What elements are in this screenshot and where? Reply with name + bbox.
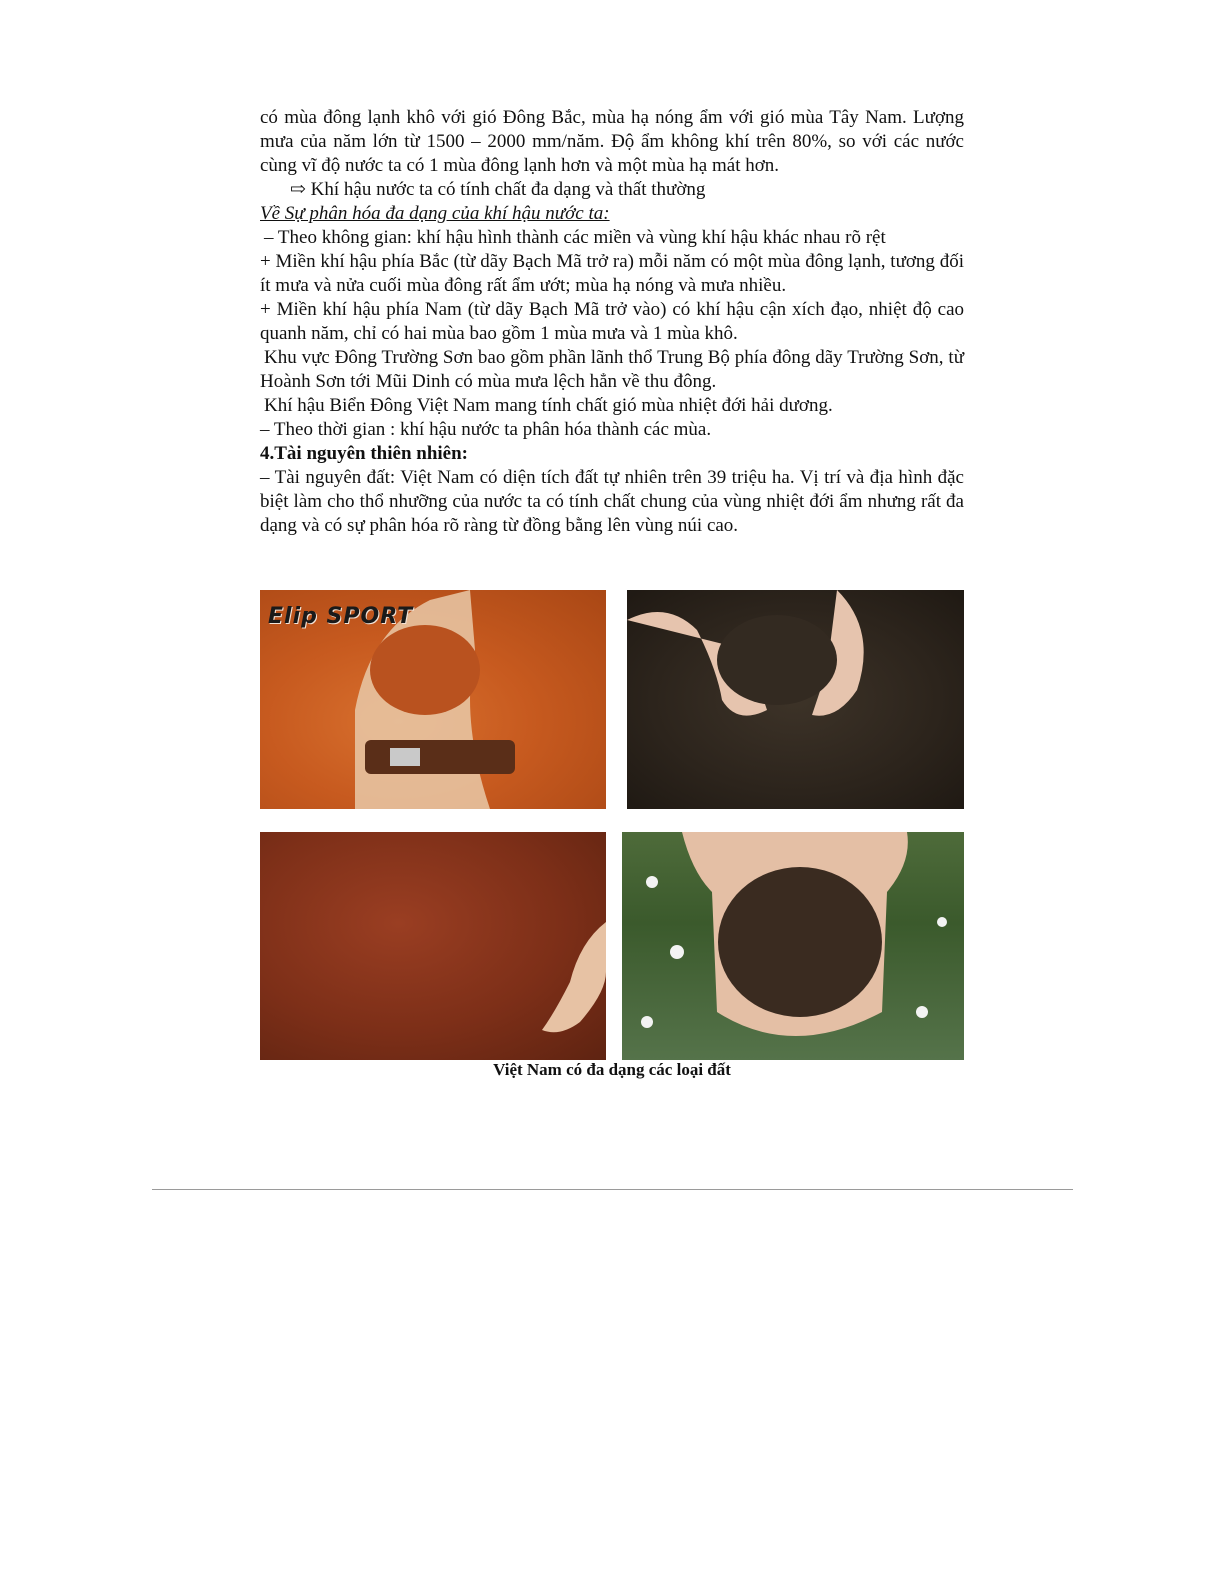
paragraph-climate-intro: có mùa đông lạnh khô với gió Đông Bắc, mùa hạ nóng ẩm với gió mùa Tây Nam. Lượng mưa của năm lớn từ 1500 – 2000 mm/năm. Độ ẩm không khí trên 80%, so với các nước cùng vĩ độ nước ta có 1 mùa đông lạnh hơn và một mùa hạ mát hơn. xyxy=(260,107,964,176)
paragraph-by-space: – Theo không gian: khí hậu hình thành các miền và vùng khí hậu khác nhau rõ rệt xyxy=(264,227,886,248)
dark-soil-photo xyxy=(627,590,964,809)
photo-logo: Elip SPORT xyxy=(268,604,414,629)
page-divider xyxy=(152,1189,1073,1190)
section-heading-climate-differentiation: Về Sự phân hóa đa dạng của khí hậu nước ta: xyxy=(260,203,610,224)
red-soil-photo xyxy=(260,590,606,809)
paragraph-east-truong-son: Khu vực Đông Trường Sơn bao gồm phần lãnh thổ Trung Bộ phía đông dãy Trường Sơn, từ Hoành Sơn tới Mũi Dinh có mùa mưa lệch hẳn về thu đông. xyxy=(260,347,964,392)
paragraph-land-resources: – Tài nguyên đất: Việt Nam có diện tích đất tự nhiên trên 39 triệu ha. Vị trí và địa hình đặc biệt làm cho thổ nhưỡng của nước ta có tính chất chung của vùng nhiệt đới ẩm nhưng rất đa dạng và có sự phân hóa rõ ràng từ đồng bằng lên vùng núi cao. xyxy=(260,467,964,536)
reddish-brown-soil-photo xyxy=(260,832,606,1060)
figure-caption: Việt Nam có đa dạng các loại đất xyxy=(493,1060,731,1079)
body-text xyxy=(260,106,964,538)
paragraph-conclusion: ⇨ Khí hậu nước ta có tính chất đa dạng và thất thường xyxy=(290,179,706,200)
paragraph-east-sea: Khí hậu Biển Đông Việt Nam mang tính chất gió mùa nhiệt đới hải dương. xyxy=(264,395,833,416)
humus-soil-illustration xyxy=(622,832,964,1060)
paragraph-by-time: – Theo thời gian : khí hậu nước ta phân hóa thành các mùa. xyxy=(260,419,712,440)
humus-soil-photo xyxy=(622,832,964,1060)
paragraph-north-climate: + Miền khí hậu phía Bắc (từ dãy Bạch Mã trở ra) mỗi năm có một mùa đông lạnh, tương đối ít mưa và nửa cuối mùa đông rất ẩm ướt; mùa hạ nóng và mưa nhiều. xyxy=(260,251,964,296)
dark-soil-illustration xyxy=(627,590,964,809)
reddish-brown-soil-illustration xyxy=(260,832,606,1060)
paragraph-south-climate: + Miền khí hậu phía Nam (từ dãy Bạch Mã trở vào) có khí hậu cận xích đạo, nhiệt độ cao quanh năm, chỉ có hai mùa bao gồm 1 mùa mưa và 1 mùa khô. xyxy=(260,299,964,344)
section-heading-natural-resources: 4.Tài nguyên thiên nhiên: xyxy=(260,443,468,464)
